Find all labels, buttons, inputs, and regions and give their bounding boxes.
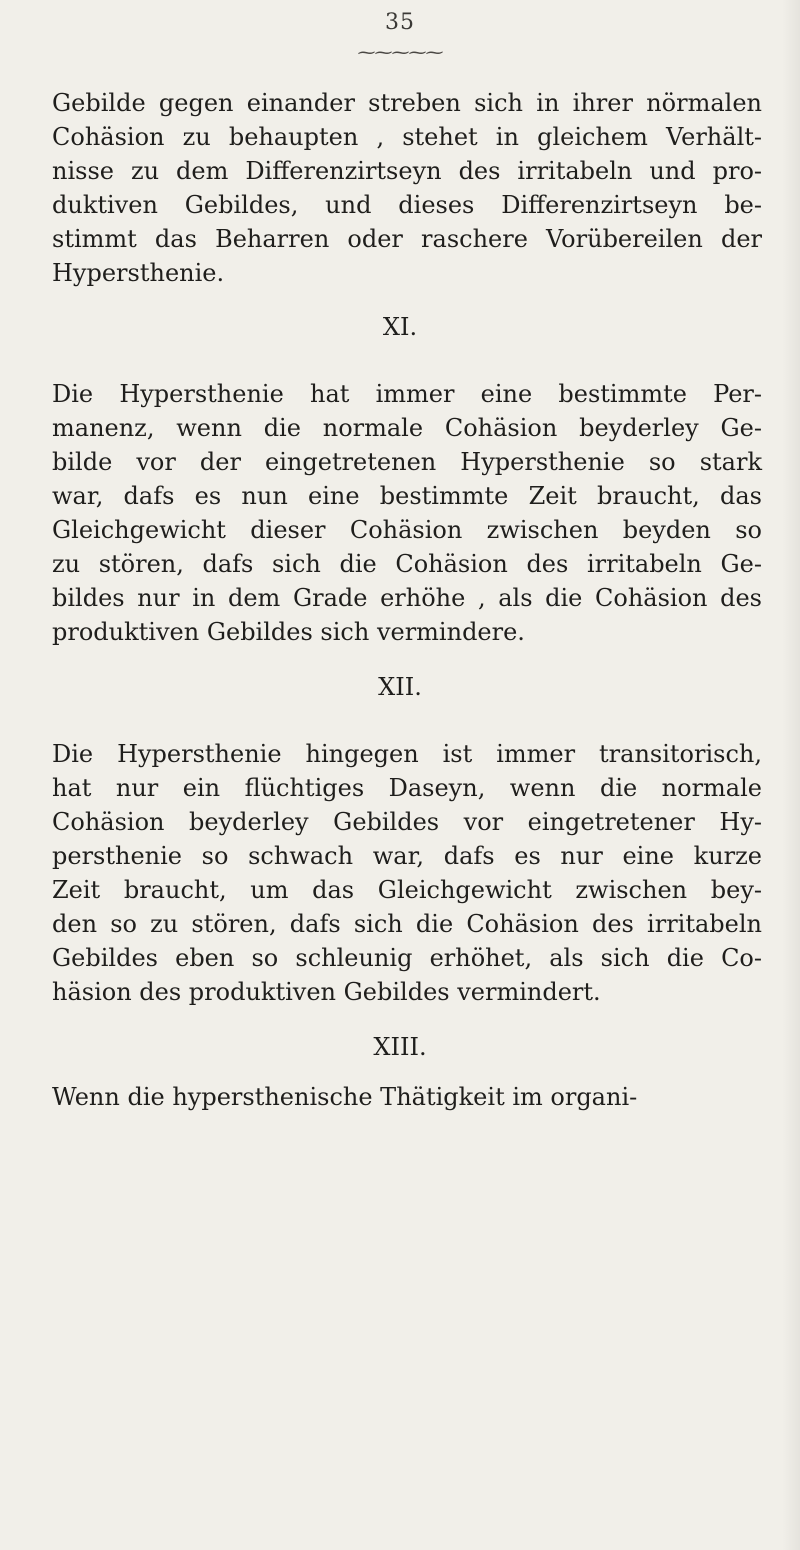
text-line: persthenie so schwach war, dafs es nur eine kurze [52,842,762,870]
text-line: Gebilde gegen einander streben sich in ihrer nörmalen [52,89,762,117]
text-line: Die Hypersthenie hingegen ist immer transitorisch, [52,740,762,768]
paragraph-2 [52,377,762,649]
text-line: produktiven Gebildes sich vermindere. [52,618,525,646]
paragraph-3 [52,737,762,1009]
text-line: Hypersthenie. [52,259,225,287]
text-line: den so zu stören, dafs sich die Cohäsion des irritabeln [52,910,762,938]
text-line: war, dafs es nun eine bestimmte Zeit braucht, das [52,482,762,510]
text-line: manenz, wenn die normale Cohäsion beyderley Ge- [52,414,762,442]
text-line: häsion des produktiven Gebildes vermindert. [52,978,601,1006]
text-line: Zeit braucht, um das Gleichgewicht zwischen bey- [52,876,762,904]
text-line: Cohäsion beyderley Gebildes vor eingetretener Hy- [52,808,762,836]
text-line: stimmt das Beharren oder raschere Vorübereilen der [52,225,762,253]
paragraph-1 [52,86,762,290]
page-number: 35 [385,10,415,35]
text-line: bilde vor der eingetretenen Hypersthenie so stark [52,448,762,476]
text-line: zu stören, dafs sich die Cohäsion des irritabeln Ge- [52,550,762,578]
text-line: duktiven Gebildes, und dieses Differenzirtseyn be- [52,191,762,219]
text-line: hat nur ein flüchtiges Daseyn, wenn die normale [52,774,762,802]
section-heading-xii: XII. [378,673,422,701]
text-line: Die Hypersthenie hat immer eine bestimmte Per- [52,380,762,408]
page-edge-shadow [782,0,800,1550]
section-heading-xi: XI. [382,313,418,341]
text-line: bildes nur in dem Grade erhöhe , als die Cohäsion des [52,584,762,612]
text-line: Gleichgewicht dieser Cohäsion zwischen beyden so [52,516,762,544]
text-line: Wenn die hypersthenische Thätigkeit im organi- [52,1083,638,1111]
section-heading-xiii: XIII. [373,1033,427,1061]
paragraph-4 [52,1080,762,1114]
text-line: Gebildes eben so schleunig erhöhet, als sich die Co- [52,944,762,972]
text-line: Cohäsion zu behaupten , stehet in gleichem Verhält- [52,123,762,151]
header-ornament: ⁓⁓⁓⁓⁓ [357,42,443,63]
text-line: nisse zu dem Differenzirtseyn des irritabeln und pro- [52,157,762,185]
